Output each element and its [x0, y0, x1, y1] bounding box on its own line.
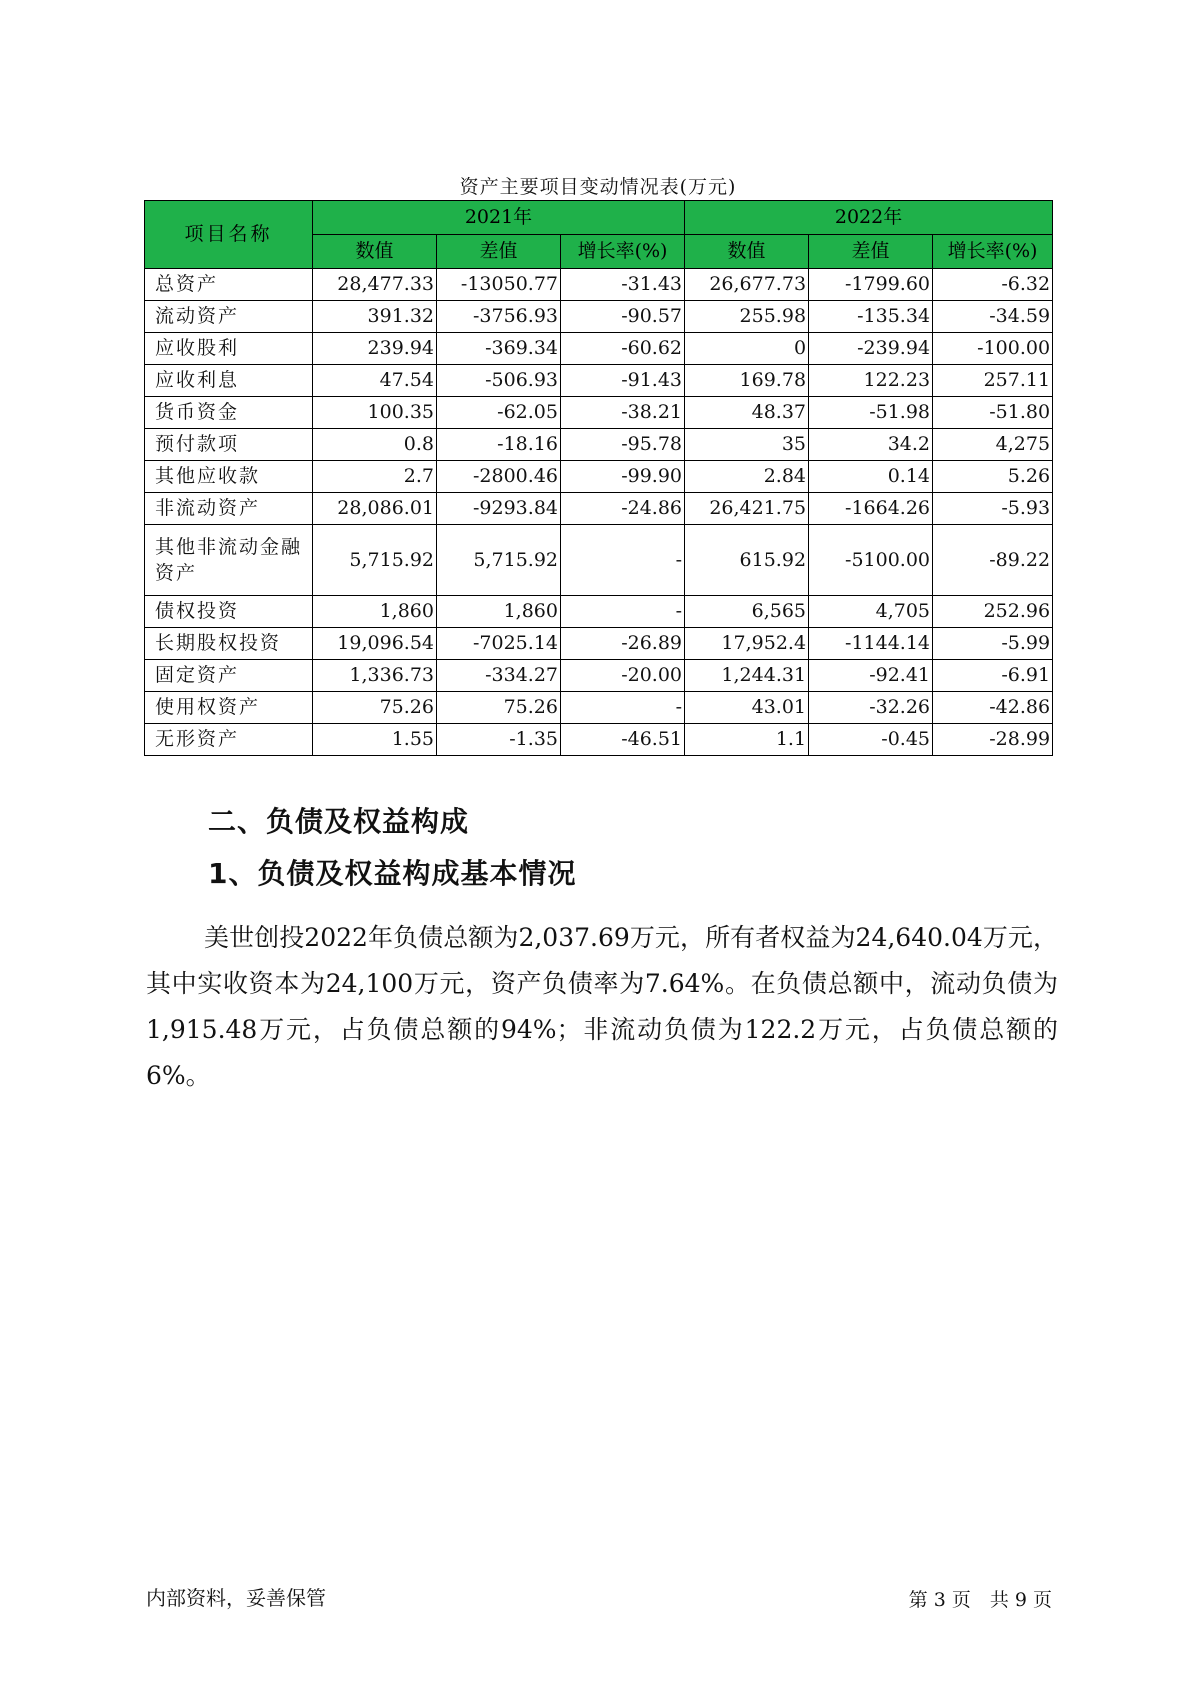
row-item-name: 应收利息: [145, 365, 313, 397]
footer-page-number: 第 3 页 共 9 页: [908, 1589, 1052, 1611]
row-growth-2022: -6.32: [933, 269, 1053, 301]
row-diff-2021: -13050.77: [437, 269, 561, 301]
row-diff-2022: -32.26: [809, 692, 933, 724]
row-value-2021: 75.26: [313, 692, 437, 724]
row-growth-2022: 257.11: [933, 365, 1053, 397]
row-growth-2022: 252.96: [933, 596, 1053, 628]
table-row: [145, 628, 1053, 660]
row-diff-2021: 5,715.92: [437, 525, 561, 596]
row-diff-2022: 122.23: [809, 365, 933, 397]
row-value-2021: 5,715.92: [313, 525, 437, 596]
row-value-2021: 391.32: [313, 301, 437, 333]
row-diff-2022: -1799.60: [809, 269, 933, 301]
table-row: [145, 269, 1053, 301]
row-value-2022: 615.92: [685, 525, 809, 596]
row-diff-2022: 0.14: [809, 461, 933, 493]
row-item-name: 债权投资: [145, 596, 313, 628]
row-diff-2021: -334.27: [437, 660, 561, 692]
header-diff-2022: 差值: [809, 235, 933, 269]
row-growth-2022: -89.22: [933, 525, 1053, 596]
row-diff-2022: -1664.26: [809, 493, 933, 525]
row-growth-2021: -: [561, 596, 685, 628]
row-diff-2022: 4,705: [809, 596, 933, 628]
row-value-2021: 19,096.54: [313, 628, 437, 660]
row-diff-2021: -7025.14: [437, 628, 561, 660]
table-row: [145, 660, 1053, 692]
body-paragraph: 美世创投2022年负债总额为2,037.69万元，所有者权益为24,640.04万元，其中实收资本为24,100万元，资产负债率为7.64%。在负债总额中，流动负债为1,915.48万元，占负债总额的94%；非流动负债为122.2万元，占负债总额的6%。: [146, 923, 1058, 1090]
row-diff-2021: -18.16: [437, 429, 561, 461]
table-row: [145, 724, 1053, 756]
row-item-name: 无形资产: [145, 724, 313, 756]
header-value-2021: 数值: [313, 235, 437, 269]
table-header-row: [145, 201, 1053, 235]
row-growth-2021: -95.78: [561, 429, 685, 461]
row-diff-2021: -1.35: [437, 724, 561, 756]
row-item-name: 预付款项: [145, 429, 313, 461]
row-value-2021: 0.8: [313, 429, 437, 461]
row-value-2022: 35: [685, 429, 809, 461]
header-diff-2021: 差值: [437, 235, 561, 269]
row-diff-2022: -239.94: [809, 333, 933, 365]
section-heading: 二、负债及权益构成: [208, 805, 470, 838]
row-value-2022: 17,952.4: [685, 628, 809, 660]
table-row: [145, 397, 1053, 429]
footer-confidential-note: 内部资料，妥善保管: [146, 1586, 326, 1610]
row-growth-2022: 4,275: [933, 429, 1053, 461]
body-text: [146, 915, 1058, 1099]
row-item-name: 应收股利: [145, 333, 313, 365]
row-diff-2022: -5100.00: [809, 525, 933, 596]
row-value-2021: 47.54: [313, 365, 437, 397]
row-diff-2021: -3756.93: [437, 301, 561, 333]
row-value-2021: 100.35: [313, 397, 437, 429]
table-row: [145, 596, 1053, 628]
row-diff-2022: -0.45: [809, 724, 933, 756]
header-value-2022: 数值: [685, 235, 809, 269]
row-value-2022: 1.1: [685, 724, 809, 756]
row-diff-2021: -506.93: [437, 365, 561, 397]
row-item-name: 长期股权投资: [145, 628, 313, 660]
table-row: [145, 365, 1053, 397]
row-value-2021: 1.55: [313, 724, 437, 756]
row-value-2022: 1,244.31: [685, 660, 809, 692]
row-growth-2022: -34.59: [933, 301, 1053, 333]
header-item-name: 项目名称: [145, 201, 313, 269]
row-growth-2021: -38.21: [561, 397, 685, 429]
table-row: [145, 333, 1053, 365]
row-value-2022: 169.78: [685, 365, 809, 397]
table-row: [145, 301, 1053, 333]
row-growth-2022: 5.26: [933, 461, 1053, 493]
row-diff-2021: 75.26: [437, 692, 561, 724]
row-growth-2021: -60.62: [561, 333, 685, 365]
row-growth-2022: -100.00: [933, 333, 1053, 365]
row-value-2021: 28,086.01: [313, 493, 437, 525]
row-value-2022: 255.98: [685, 301, 809, 333]
row-value-2022: 48.37: [685, 397, 809, 429]
row-growth-2022: -5.93: [933, 493, 1053, 525]
row-diff-2022: -1144.14: [809, 628, 933, 660]
row-value-2022: 26,421.75: [685, 493, 809, 525]
row-growth-2022: -51.80: [933, 397, 1053, 429]
row-diff-2022: -51.98: [809, 397, 933, 429]
row-diff-2021: -369.34: [437, 333, 561, 365]
header-year-2022: 2022年: [685, 201, 1053, 235]
row-item-name: 非流动资产: [145, 493, 313, 525]
row-growth-2021: -24.86: [561, 493, 685, 525]
row-value-2021: 1,860: [313, 596, 437, 628]
row-value-2021: 239.94: [313, 333, 437, 365]
row-growth-2022: -28.99: [933, 724, 1053, 756]
row-growth-2021: -: [561, 525, 685, 596]
header-growth-2022: 增长率(%): [933, 235, 1053, 269]
row-diff-2022: 34.2: [809, 429, 933, 461]
row-value-2022: 43.01: [685, 692, 809, 724]
row-item-name: 固定资产: [145, 660, 313, 692]
row-item-name: 使用权资产: [145, 692, 313, 724]
table-row: [145, 429, 1053, 461]
row-growth-2021: -91.43: [561, 365, 685, 397]
table-body: [145, 269, 1053, 756]
row-diff-2021: -2800.46: [437, 461, 561, 493]
header-growth-2021: 增长率(%): [561, 235, 685, 269]
row-growth-2021: -31.43: [561, 269, 685, 301]
row-growth-2021: -90.57: [561, 301, 685, 333]
row-item-name: 货币资金: [145, 397, 313, 429]
row-value-2021: 28,477.33: [313, 269, 437, 301]
row-diff-2022: -92.41: [809, 660, 933, 692]
row-growth-2021: -: [561, 692, 685, 724]
table-row: [145, 461, 1053, 493]
row-value-2021: 2.7: [313, 461, 437, 493]
table-row: [145, 692, 1053, 724]
row-growth-2021: -26.89: [561, 628, 685, 660]
row-value-2022: 2.84: [685, 461, 809, 493]
row-diff-2021: -62.05: [437, 397, 561, 429]
row-growth-2022: -6.91: [933, 660, 1053, 692]
row-value-2022: 26,677.73: [685, 269, 809, 301]
row-value-2022: 6,565: [685, 596, 809, 628]
row-item-name: 其他应收款: [145, 461, 313, 493]
row-item-name: 总资产: [145, 269, 313, 301]
row-growth-2021: -46.51: [561, 724, 685, 756]
section-subheading: 1、负债及权益构成基本情况: [208, 857, 577, 890]
table-row: [145, 525, 1053, 596]
row-growth-2021: -99.90: [561, 461, 685, 493]
table-row: [145, 493, 1053, 525]
table-caption: 资产主要项目变动情况表(万元): [459, 176, 737, 198]
asset-change-table: [144, 200, 1053, 756]
row-item-name: 流动资产: [145, 301, 313, 333]
row-value-2022: 0: [685, 333, 809, 365]
row-growth-2021: -20.00: [561, 660, 685, 692]
row-item-name: 其他非流动金融资产: [145, 525, 313, 596]
row-growth-2022: -5.99: [933, 628, 1053, 660]
row-diff-2021: 1,860: [437, 596, 561, 628]
row-growth-2022: -42.86: [933, 692, 1053, 724]
row-diff-2022: -135.34: [809, 301, 933, 333]
row-value-2021: 1,336.73: [313, 660, 437, 692]
row-diff-2021: -9293.84: [437, 493, 561, 525]
header-year-2021: 2021年: [313, 201, 685, 235]
